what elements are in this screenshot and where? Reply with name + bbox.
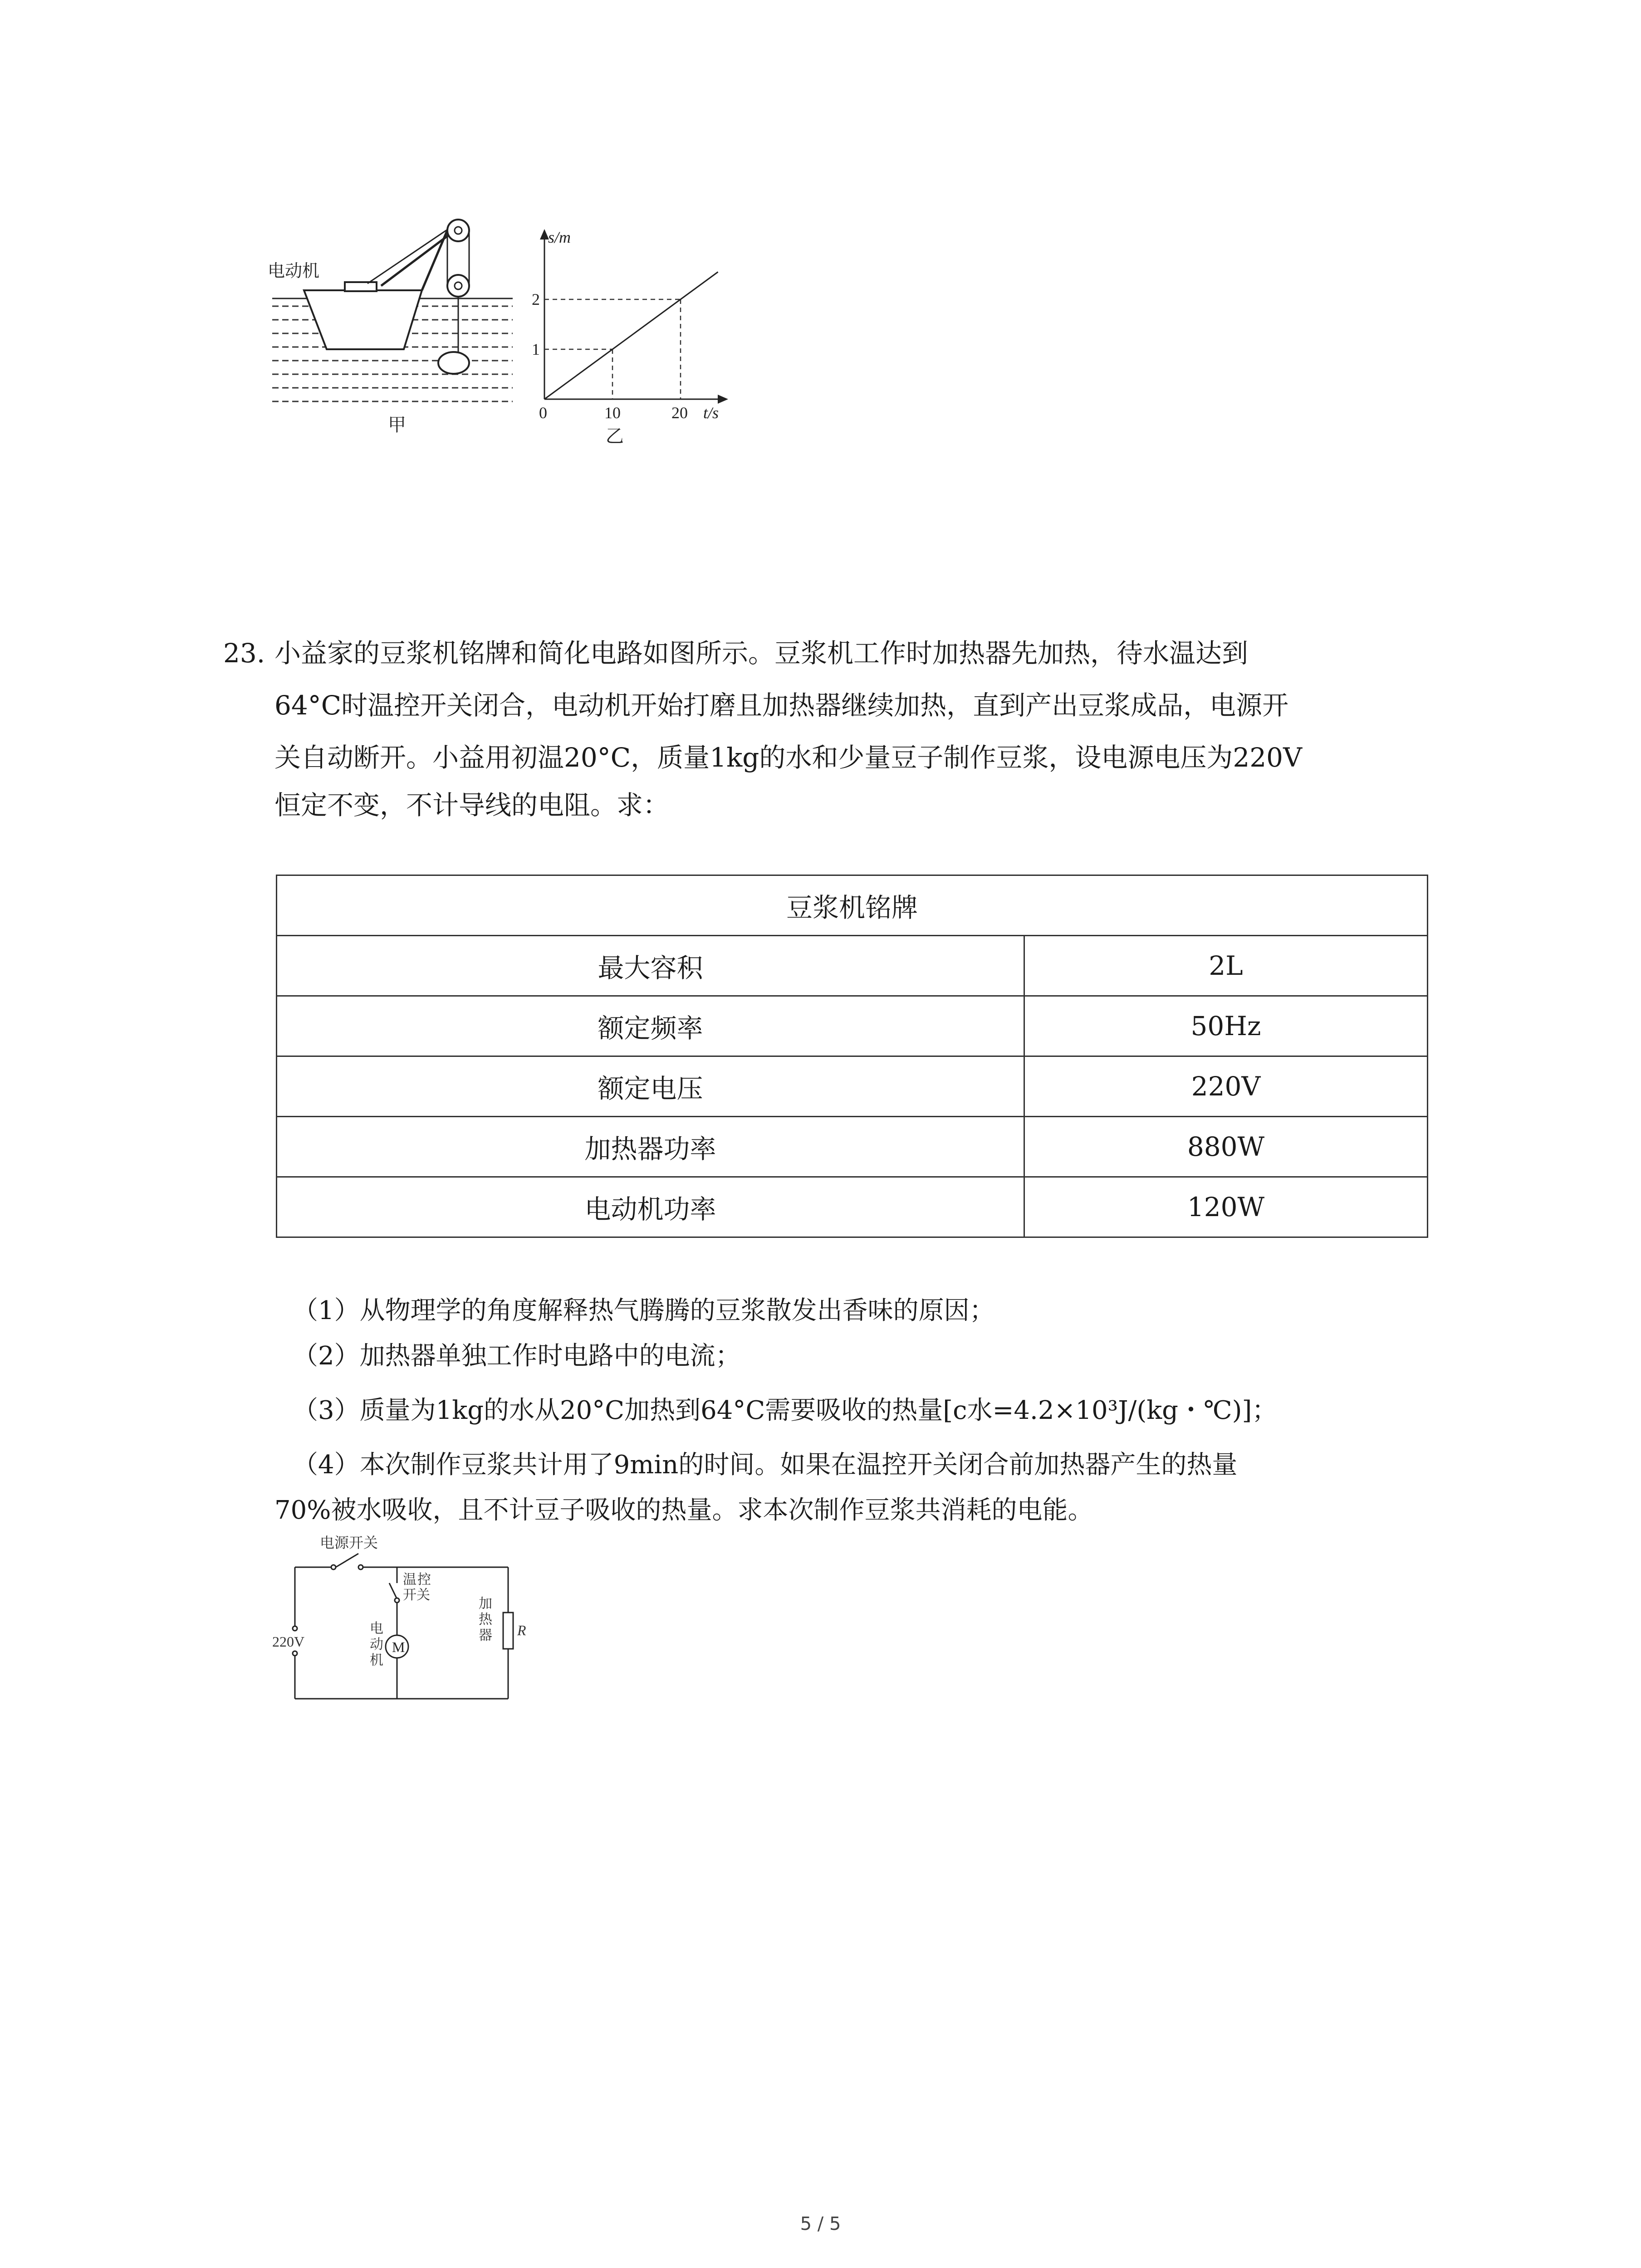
table-row: [277, 1117, 1428, 1177]
circuit-diagram: [272, 1533, 526, 1710]
terminal-bottom: [293, 1651, 297, 1656]
row-value: 880W: [1024, 1117, 1428, 1177]
figure-yi-chart: [522, 222, 740, 458]
object: [438, 352, 469, 374]
sub-question-4b: 70%被水吸收，且不计豆子吸收的热量。求本次制作豆浆共消耗的电能。: [274, 1496, 1093, 1525]
row-label: 电动机功率: [277, 1177, 1024, 1237]
y-axis-label: s/m: [548, 228, 571, 246]
rope: [367, 222, 458, 284]
x-tick-20: 20: [671, 404, 688, 422]
row-label: 最大容积: [277, 936, 1024, 996]
resistor-symbol: [503, 1613, 513, 1649]
row-label: 额定频率: [277, 996, 1024, 1056]
table-row: [277, 936, 1428, 996]
motor-label: 电动机: [268, 262, 320, 281]
row-label: 加热器功率: [277, 1117, 1024, 1177]
temp-switch-label-3: 开关: [403, 1588, 430, 1603]
row-value: 120W: [1024, 1177, 1428, 1237]
x-axis-label: t/s: [703, 404, 719, 422]
motor-box: [345, 282, 377, 291]
y-tick-1: 1: [532, 340, 540, 358]
motor-label-1: 电: [370, 1621, 383, 1636]
sub-question-3: （3）质量为1kg的水从20°C加热到64°C需要吸收的热量[c水=4.2×10³J/(kg・℃)]；: [293, 1396, 1278, 1425]
sub-question-2: （2）加热器单独工作时电路中的电流；: [293, 1341, 741, 1371]
question-line-4: 恒定不变，不计导线的电阻。求：: [274, 790, 670, 821]
y-tick-2: 2: [532, 290, 540, 308]
power-switch-label: 电源开关: [320, 1535, 378, 1551]
voltage-label: 220V: [272, 1633, 305, 1650]
question-line-1: 小益家的豆浆机铭牌和简化电路如图所示。豆浆机工作时加热器先加热，待水温达到: [274, 638, 1249, 669]
motor-label-3: 机: [370, 1653, 383, 1668]
sub-question-1: （1）从物理学的角度解释热气腾腾的豆浆散发出香味的原因；: [293, 1296, 995, 1325]
heater-label-1: 加: [479, 1596, 492, 1611]
question-line-2: 64°C时温控开关闭合，电动机开始打磨且加热器继续加热，直到产出豆浆成品，电源开: [274, 690, 1289, 721]
table-row: [277, 996, 1428, 1056]
nameplate-table: [276, 875, 1428, 1238]
boat: [304, 290, 422, 349]
question-line-3: 关自动断开。小益用初温20°C，质量1kg的水和少量豆子制作豆浆，设电源电压为220V: [274, 742, 1302, 773]
motor-letter: M: [392, 1639, 405, 1655]
terminal-top: [293, 1626, 297, 1631]
question-number: 23.: [223, 638, 265, 669]
row-label: 额定电压: [277, 1056, 1024, 1117]
power-switch-pivot: [331, 1565, 336, 1569]
origin-label: 0: [539, 404, 547, 422]
heater-label-3: 器: [479, 1628, 492, 1643]
sub-question-4a: （4）本次制作豆浆共计用了9min的时间。如果在温控开关闭合前加热器产生的热量: [293, 1450, 1238, 1480]
heater-label-2: 热: [479, 1612, 492, 1627]
temp-switch-label-2: 控: [417, 1572, 431, 1587]
row-value: 50Hz: [1024, 996, 1428, 1056]
series-line: [544, 272, 718, 400]
caption-yi: 乙: [606, 426, 624, 446]
resistor-label: R: [517, 1622, 526, 1638]
page-number: 5 / 5: [800, 2214, 841, 2234]
figure-jia: [268, 204, 526, 458]
x-tick-10: 10: [604, 404, 621, 422]
row-value: 2L: [1024, 936, 1428, 996]
table-row: [277, 1177, 1428, 1237]
caption-jia: 甲: [388, 415, 406, 435]
nameplate-title: 豆浆机铭牌: [277, 875, 1428, 936]
table-row: [277, 1056, 1428, 1117]
row-value: 220V: [1024, 1056, 1428, 1117]
crane-post: [422, 231, 447, 290]
temp-switch-label-1: 温: [403, 1572, 416, 1587]
motor-label-2: 动: [370, 1637, 383, 1652]
nameplate-title-row: [277, 875, 1428, 936]
